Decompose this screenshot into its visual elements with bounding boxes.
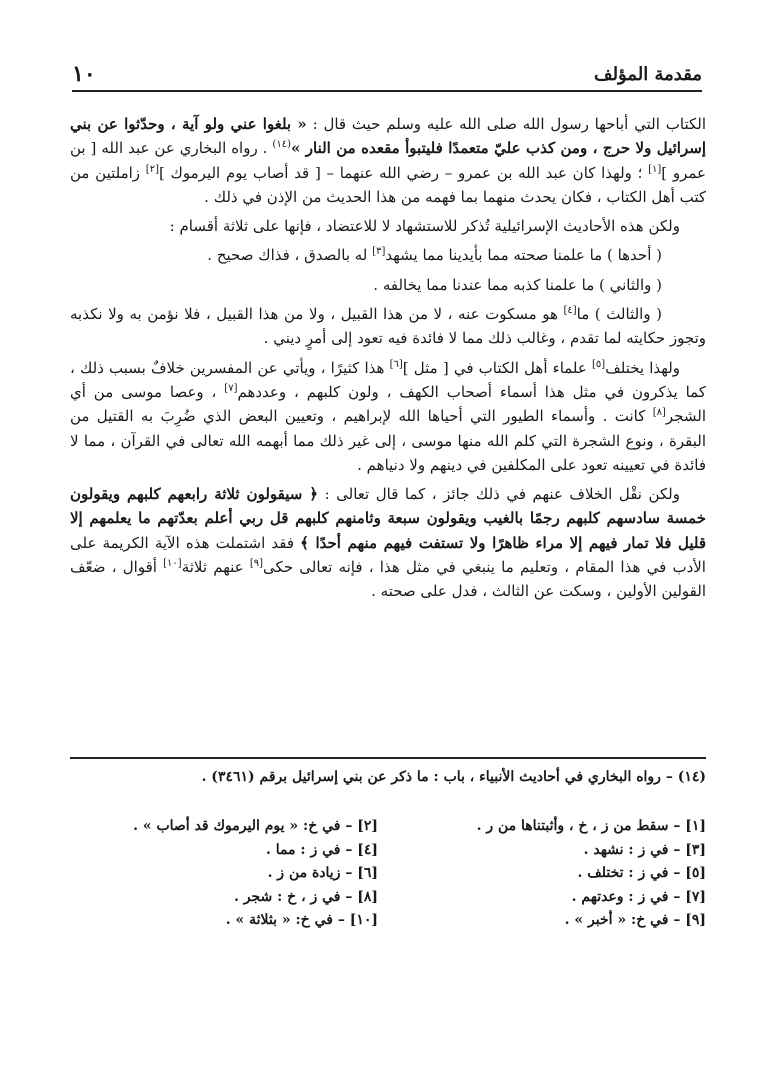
footnote-ref: [٩] [249,558,264,570]
footnote-item: [٤] – في ز : مما . [265,841,378,858]
paragraph-3: ( أحدها ) ما علمنا صحته مما بأيدينا مما يشهد[٣] له بالصدق ، فذاك صحيح . [207,246,662,265]
footnote-item: [٢] – في خ: « يوم اليرموك قد أصاب » . [133,818,378,834]
footnote-ref: (١٤) [272,139,291,151]
paragraph-2: ولكن هذه الأحاديث الإسرائيلية تُذكر للاستشهاد لا للاعتضاد ، فإنها على ثلاثة أقسام : [169,217,680,236]
header-rule [72,90,702,92]
footnote-item: [٩] – في خ: « أخبر » . [564,912,706,928]
footnote-ref: [١] [648,163,662,175]
paragraph-7: ولكن نقْل الخلاف عنهم في ذلك جائز ، كما قال تعالى : ﴿ سيقولون ثلاثة رابعهم كلبهم ويقولون خمسة سادسهم كلبهم رجمًا بالغيب ويقولون سبعة وثامنهم كلبهم قل ربي أعلم بعدّتهم ما يعلمهم إلا قليل فلا تمار فيهم إلا مراء ظاهرًا ولا تستفت فيهم منهم أحدًا ﴾ فقد اشتملت هذه الآية الكريمة على الأدب في هذا المقام ، وتعليم ما ينبغي في مثل هذا ، فإنه تعالى حكى[٩] عنهم ثلاثة[١٠] أقوال ، ضعّف القولين الأولين ، وسكت عن الثالث ، فدل على صحته . [70,485,706,601]
footnote-item: [٧] – في ز : وعدتهم . [571,888,706,905]
page-title: مقدمة المؤلف [593,63,702,85]
footnote-item: [١] – سقط من ز ، خ ، وأثبتناها من ر . [476,818,706,834]
footnote-ref: [٨] [652,407,666,419]
footnote-14: (١٤) – رواه البخاري في أحاديث الأنبياء ، باب : ما ذكر عن بني إسرائيل برقم (٣٤٦١) . [201,769,706,785]
footnote-ref: [٦] [389,358,403,370]
footnote-item: [٦] – زيادة من ز . [267,865,378,881]
paragraph-5: ( والثالث ) ما[٤] هو مسكوت عنه ، لا من هذا القبيل ، ولا من هذا القبيل ، فلا نؤمن به ولا نكذبه وتجوز حكايته لما تقدم ، وغالب ذلك مما لا فائدة فيه تعود إلى أمرٍ ديني . [70,305,706,348]
paragraph-1: الكتاب التي أباحها رسول الله صلى الله عليه وسلم حيث قال : « بلغوا عني ولو آية ، وحدّثوا عن بني إسرائيل ولا حرج ، ومن كذب عليّ متعمدًا فليتبوأ مقعده من النار »$^{(١٤)}$ . رواه البخاري عن عبد الله [ بن عمرو ][١] ؛ ولهذا كان عبد الله بن عمرو – رضي الله عنهما – [ قد أصاب يوم اليرموك ][٢] زاملتين من كتب أهل الكتاب ، فكان يحدث منهما بما فهمه من هذا الحديث من الإذن في ذلك . [70,115,707,206]
footnote-item: [٥] – في ز : تختلف . [577,865,706,881]
footnote-item: [٨] – في ز ، خ : شجر . [234,888,378,905]
footnote-ref: [٧] [224,382,238,394]
footnote-ref: [٢] [145,163,159,175]
footnote-item: [١٠] – في خ: « بثلاثة » . [225,912,378,928]
hadith-quote: « بلغوا عني ولو آية ، وحدّثوا عن بني إسرائيل ولا حرج ، ومن كذب عليّ متعمدًا فليتبوأ مقعده من النار » [70,115,706,158]
footnote-ref: [٤] [563,305,577,317]
footnote-item: [٣] – في ز : نشهد . [583,841,706,858]
footnote-ref: [١٠] [163,558,182,570]
footnote-ref: [٣] [372,246,386,258]
footnote-rule [70,757,706,759]
quran-verse: ﴿ سيقولون ثلاثة رابعهم كلبهم ويقولون خمسة سادسهم كلبهم رجمًا بالغيب ويقولون سبعة وثامنهم كلبهم قل ربي أعلم بعدّتهم ما يعلمهم إلا قليل فلا تمار فيهم إلا مراء ظاهرًا ولا تستفت فيهم منهم أحدًا ﴾ [70,485,706,552]
footnote-ref: [٥] [592,358,606,370]
paragraph-6: ولهذا يختلف[٥] علماء أهل الكتاب في [ مثل ][٦] هذا كثيرًا ، ويأتي عن المفسرين خلافٌ بسبب ذلك ، كما يذكرون في مثل هذا أسماء أصحاب الكهف ، ولون كلبهم ، وعددهم[٧] ، وعصا موسى من أي الشجر[٨] كانت . وأسماء الطيور التي أحياها الله لإبراهيم ، وتعيين البعض الذي ضُرِبَ به القتيل من البقرة ، ونوع الشجرة التي كلم الله منها موسى ، إلى غير ذلك مما أبهمه الله تعالى في القرآن ، مما لا فائدة في تعيينه تعود على المكلفين في دينهم ولا دنياهم . [70,358,706,474]
page-header [72,58,702,90]
main-text [70,112,706,609]
paragraph-4: ( والثاني ) ما علمنا كذبه مما عندنا مما يخالفه . [373,275,662,294]
footnotes-list [70,818,706,936]
page-number: ١٠ [72,61,96,87]
